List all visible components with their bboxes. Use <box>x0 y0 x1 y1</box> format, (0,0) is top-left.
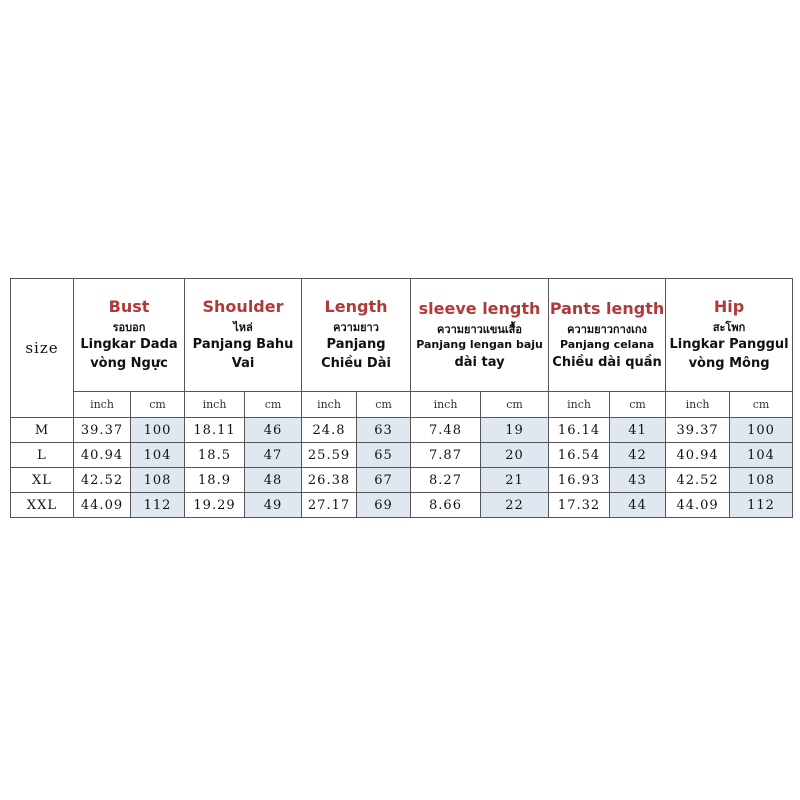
shoulder-cm-cell: 48 <box>245 468 302 493</box>
header-bust <box>74 279 185 392</box>
pants-cm-cell: 41 <box>610 418 666 443</box>
header-row <box>11 279 793 392</box>
header-sleeve-length <box>411 279 549 392</box>
hip-inch-cell: 44.09 <box>666 493 730 518</box>
size-cell: L <box>11 443 74 468</box>
header-thai: รอบอก <box>112 321 146 334</box>
pants-cm-cell: 43 <box>610 468 666 493</box>
unit-inch: inch <box>185 392 245 418</box>
header-hip <box>666 279 793 392</box>
sleeve-cm-cell: 20 <box>481 443 549 468</box>
table-row <box>11 418 793 443</box>
header-indonesian: Panjang lengan baju <box>416 337 543 351</box>
bust-cm-cell: 112 <box>131 493 185 518</box>
pants-cm-cell: 42 <box>610 443 666 468</box>
unit-row <box>11 392 793 418</box>
bust-inch-cell: 44.09 <box>74 493 131 518</box>
unit-cm: cm <box>131 392 185 418</box>
header-vietnamese: Chiều dài quần <box>552 354 662 370</box>
header-length <box>302 279 411 392</box>
hip-cm-cell: 104 <box>730 443 793 468</box>
hip-cm-cell: 108 <box>730 468 793 493</box>
sleeve-cm-cell: 19 <box>481 418 549 443</box>
shoulder-inch-cell: 19.29 <box>185 493 245 518</box>
header-title: Hip <box>713 297 745 316</box>
length-cm-cell: 63 <box>357 418 411 443</box>
bust-inch-cell: 39.37 <box>74 418 131 443</box>
size-chart-table <box>10 278 793 518</box>
bust-inch-cell: 40.94 <box>74 443 131 468</box>
unit-cm: cm <box>245 392 302 418</box>
header-indonesian: Lingkar Panggul <box>669 337 789 352</box>
unit-cm: cm <box>730 392 793 418</box>
sleeve-inch-cell: 7.48 <box>411 418 481 443</box>
header-thai: สะโพก <box>712 321 746 334</box>
hip-inch-cell: 42.52 <box>666 468 730 493</box>
unit-cm: cm <box>481 392 549 418</box>
header-pants-length <box>549 279 666 392</box>
header-thai: ความยาว <box>333 321 379 334</box>
size-column-header: size <box>11 279 74 418</box>
unit-inch: inch <box>549 392 610 418</box>
bust-inch-cell: 42.52 <box>74 468 131 493</box>
bust-cm-cell: 104 <box>131 443 185 468</box>
pants-cm-cell: 44 <box>610 493 666 518</box>
header-vietnamese: vòng Ngực <box>90 356 168 371</box>
shoulder-inch-cell: 18.5 <box>185 443 245 468</box>
unit-inch: inch <box>302 392 357 418</box>
sleeve-inch-cell: 8.27 <box>411 468 481 493</box>
pants-inch-cell: 16.93 <box>549 468 610 493</box>
shoulder-cm-cell: 46 <box>245 418 302 443</box>
table-row <box>11 468 793 493</box>
header-vietnamese: vòng Mông <box>688 356 770 371</box>
header-thai: ความยาวกางเกง <box>567 322 647 336</box>
hip-cm-cell: 100 <box>730 418 793 443</box>
header-indonesian: Panjang Bahu <box>192 337 294 352</box>
header-title: Shoulder <box>202 297 284 316</box>
header-title: Length <box>324 297 388 316</box>
bust-cm-cell: 108 <box>131 468 185 493</box>
header-vietnamese: Vai <box>231 356 255 371</box>
pants-inch-cell: 16.54 <box>549 443 610 468</box>
header-indonesian: Lingkar Dada <box>80 337 178 352</box>
hip-inch-cell: 40.94 <box>666 443 730 468</box>
size-cell: XL <box>11 468 74 493</box>
header-thai: ไหล่ <box>233 321 253 334</box>
sleeve-cm-cell: 21 <box>481 468 549 493</box>
unit-inch: inch <box>74 392 131 418</box>
header-indonesian: Panjang celana <box>559 337 655 351</box>
length-inch-cell: 25.59 <box>302 443 357 468</box>
pants-inch-cell: 16.14 <box>549 418 610 443</box>
shoulder-cm-cell: 47 <box>245 443 302 468</box>
header-thai: ความยาวแขนเสื้อ <box>437 322 523 336</box>
length-inch-cell: 27.17 <box>302 493 357 518</box>
size-cell: XXL <box>11 493 74 518</box>
header-title: sleeve length <box>418 298 541 318</box>
length-inch-cell: 26.38 <box>302 468 357 493</box>
size-cell: M <box>11 418 74 443</box>
unit-inch: inch <box>411 392 481 418</box>
sleeve-inch-cell: 7.87 <box>411 443 481 468</box>
header-title: Pants length <box>549 298 665 318</box>
header-vietnamese: dài tay <box>454 354 505 370</box>
header-vietnamese: Chiều Dài <box>321 356 391 371</box>
length-cm-cell: 67 <box>357 468 411 493</box>
sleeve-inch-cell: 8.66 <box>411 493 481 518</box>
length-cm-cell: 65 <box>357 443 411 468</box>
unit-cm: cm <box>610 392 666 418</box>
table-row <box>11 493 793 518</box>
header-indonesian: Panjang <box>326 337 386 352</box>
unit-cm: cm <box>357 392 411 418</box>
header-title: Bust <box>108 297 150 316</box>
hip-cm-cell: 112 <box>730 493 793 518</box>
sleeve-cm-cell: 22 <box>481 493 549 518</box>
bust-cm-cell: 100 <box>131 418 185 443</box>
unit-inch: inch <box>666 392 730 418</box>
shoulder-cm-cell: 49 <box>245 493 302 518</box>
header-shoulder <box>185 279 302 392</box>
shoulder-inch-cell: 18.9 <box>185 468 245 493</box>
length-cm-cell: 69 <box>357 493 411 518</box>
length-inch-cell: 24.8 <box>302 418 357 443</box>
pants-inch-cell: 17.32 <box>549 493 610 518</box>
shoulder-inch-cell: 18.11 <box>185 418 245 443</box>
hip-inch-cell: 39.37 <box>666 418 730 443</box>
table-row <box>11 443 793 468</box>
